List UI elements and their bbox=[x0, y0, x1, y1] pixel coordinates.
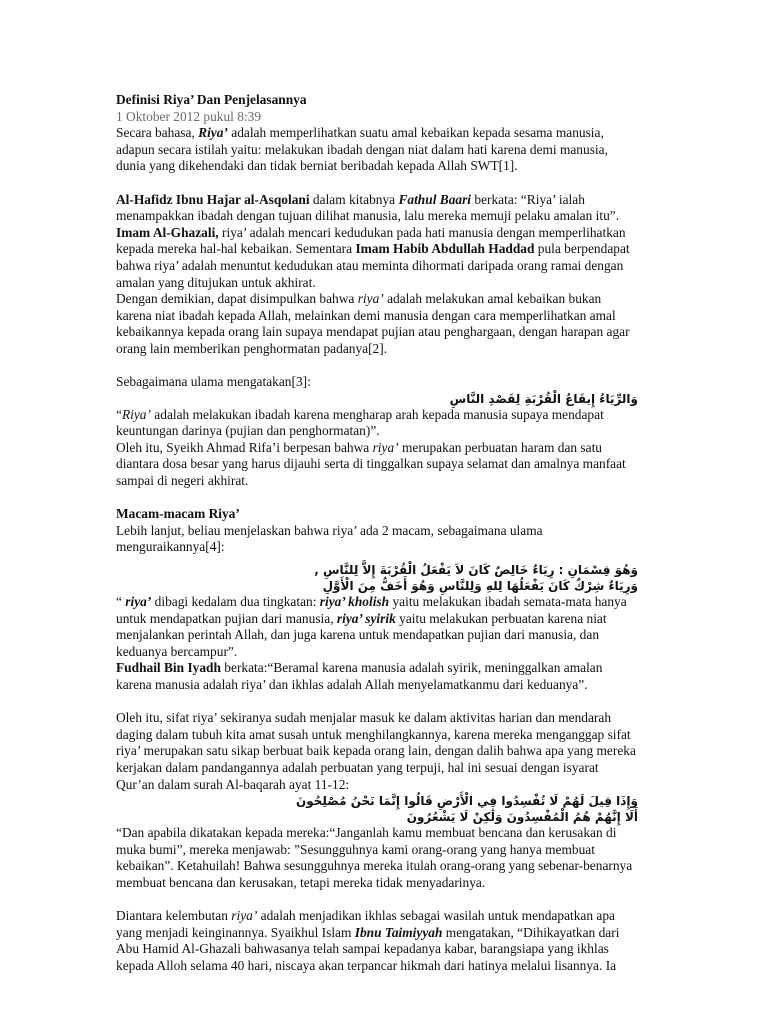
paragraph-ulama: Sebagaimana ulama mengatakan[3]: bbox=[116, 374, 311, 390]
scholar-name: Ibnu Taimiyyah bbox=[354, 924, 443, 940]
text: dibagi kedalam dua tingkatan: bbox=[151, 594, 320, 610]
text: mengatakan, “Dihikayatkan dari Abu Hamid Al-Ghazali bahwasanya telah sampai kepadanya kabar, barangsiapa yang ikhlas kepada Alloh selama 40 hari, niscaya akan terpancar hikmah dari hatinya melalui lisannya. Ia bbox=[116, 924, 620, 973]
spacer bbox=[116, 694, 638, 711]
spacer bbox=[116, 358, 638, 375]
text: Oleh itu, Syeikh Ahmad Rifa’i berpesan bahwa bbox=[116, 439, 373, 455]
scholar-name: Imam Habib Abdullah Haddad bbox=[355, 241, 535, 257]
text: merupakan perbuatan haram dan satu diantara dosa besar yang harus dijauhi serta di tinggalkan supaya selamat dan amalnya manfaat sampai di negeri akhirat. bbox=[116, 439, 626, 489]
paragraph-translation-1 bbox=[116, 407, 638, 440]
arabic-quote-2b: وَرِيَاءٌ شِرْكٌ كَانَ يَفْعَلُهَا لِلهِ وَلِلنَّاسِ وَهُوَ أَخَفُّ مِنَ الْأَوَّلِ bbox=[322, 579, 638, 594]
paragraph-habit: Oleh itu, sifat riya’ sekiranya sudah menjalar masuk ke dalam aktivitas harian dan mendarah daging dalam tubuh kita amat susah untuk menghilangkannya, karena mereka menganggap sifat riya’ merupakan satu sikap berbuat baik kepada orang lain, dengan dalih bahwa apa yang mereka kerjakan dalam pandangannya adalah perbuatan yang terpuji, hal ini sesuai dengan isyarat Qur’an dalam surah Al-baqarah ayat 11-12: bbox=[116, 710, 636, 792]
text: adalah menjadikan ikhlas sebagai wasilah untuk mendapatkan apa yang menjadi keinginannya. Syaikhul Islam bbox=[116, 908, 615, 940]
arabic-quote-2a: وَهُوَ قِسْمَانِ : رِيَاءٌ خَالِصٌ كَانَ لاَ يَفْعَلُ الْقُرْبَةَ إِلاَّ لِلنَّاسِ , bbox=[314, 563, 638, 578]
page-title: Definisi Riya’ Dan Penjelasannya bbox=[116, 92, 307, 107]
term-riya: riya’ bbox=[372, 439, 399, 455]
paragraph-types-intro: Lebih lanjut, beliau menjelaskan bahwa riya’ ada 2 macam, sebagaimana ulama menguraikannya[4]: bbox=[116, 522, 543, 555]
paragraph-ikhlas bbox=[116, 908, 638, 974]
paragraph-rifai bbox=[116, 440, 638, 490]
post-date: 1 Oktober 2012 pukul 8:39 bbox=[116, 108, 262, 124]
spacer bbox=[116, 175, 638, 192]
text: riya’ adalah mencari kedudukan pada hati manusia dengan memperlihatkan kepada mereka hal-hal kebaikan. Sementara bbox=[116, 224, 626, 257]
scholar-name: Al-Hafidz Ibnu Hajar al-Asqolani bbox=[116, 191, 310, 207]
paragraph-types bbox=[116, 594, 638, 660]
text: berkata: “Riya’ ialah menampakkan ibadah dengan tujuan dilihat manusia, lalu mereka memuji pelaku amalan itu”. bbox=[116, 191, 620, 224]
term-riya: riya’ bbox=[125, 594, 152, 610]
arabic-verse-a: وَإِذَا قِيلَ لَهُمْ لَا تُفْسِدُوا فِي الْأَرْضِ قَالُوا إِنَّمَا نَحْنُ مُصْلِحُونَ bbox=[295, 794, 638, 809]
term-riya: riya’ bbox=[357, 291, 384, 307]
text: Diantara kelembutan bbox=[116, 908, 232, 924]
text: adalah melakukan amal kebaikan bukan karena niat ibadah kepada Allah, melainkan demi manusia dengan cara memperlihatkan amal kebaikannya kepada orang lain supaya mendapat pujian atau penghargaan, dengan harapan agar orang lain memberikan penghormatan padanya[2]. bbox=[116, 291, 630, 356]
scholar-name: Imam Al-Ghazali, bbox=[116, 224, 219, 240]
paragraph-conclusion bbox=[116, 291, 638, 357]
book-title: Fathul Baari bbox=[398, 191, 472, 207]
text: dalam kitabnya bbox=[309, 191, 399, 207]
paragraph-fudhail bbox=[116, 660, 638, 693]
section-heading: Macam-macam Riya’ bbox=[116, 506, 240, 522]
paragraph-verse-translation: “Dan apabila dikatakan kepada mereka:“Janganlah kamu membuat bencana dan kerusakan di muka bumi”, mereka menjawab: ”Sesungguhnya kami orang-orang yang hanya membuat kebaikan”. Ketahuilah! Bahwa sesungguhnya mereka itulah orang-orang yang sebenar-benarnya membuat bencana dan kerusakan, tetapi mereka tidak menyadarinya. bbox=[116, 825, 633, 890]
text: “ bbox=[116, 594, 126, 610]
text: adalah memperlihatkan suatu amal kebaikan kepada sesama manusia, adapun secara istilah yaitu: melakukan ibadah dengan niat dalam hati karena demi manusia, dunia yang dikehendaki dan tidak berniat beribadah kepada Allah SWT[1]. bbox=[116, 125, 608, 174]
term-riya-syirik: riya’ syirik bbox=[336, 610, 396, 626]
text: pula berpendapat bahwa riya’ adalah menuntut kedudukan atau meminta dihormati daripada orang ramai dengan amalan yang ditujukan untuk akhirat. bbox=[116, 241, 630, 290]
text: yaitu melakukan perbuatan karena niat menjalankan perintah Allah, dan juga karena untuk mendapatkan pujian dari manusia, dan keduanya bercampur”. bbox=[116, 610, 607, 659]
spacer bbox=[116, 892, 638, 909]
text: Secara bahasa, bbox=[116, 125, 199, 141]
text: Dengan demikian, dapat disimpulkan bahwa bbox=[116, 291, 358, 307]
spacer bbox=[116, 490, 638, 507]
text: “ bbox=[116, 406, 122, 422]
arabic-verse-b: أَلَا إِنَّهُمْ هُمُ الْمُفْسِدُونَ وَلَٰكِنْ لَا يَشْعُرُونَ bbox=[406, 810, 638, 825]
text: yaitu melakukan ibadah semata-mata hanya untuk mendapatkan pujian dari manusia, bbox=[116, 594, 627, 626]
term-riya-kholish: riya’ kholish bbox=[319, 594, 390, 610]
text: adalah melakukan ibadah karena mengharap arah kepada manusia supaya mendapat keuntungan darinya (pujian dan penghormatan)”. bbox=[116, 406, 604, 439]
term-riya: riya’ bbox=[231, 908, 258, 924]
term-riya: Riya’ bbox=[198, 125, 228, 141]
text: berkata:“Beramal karena manusia adalah syirik, meninggalkan amalan karena manusia adalah riya’ dan ikhlas adalah Allah menyelamatkanmu dari keduanya”. bbox=[116, 660, 603, 692]
paragraph-scholars bbox=[116, 192, 638, 292]
arabic-quote-1: وَالرِّيَاءُ إِيقَاعُ الْقُرْبَةِ لِقَصْدِ النَّاسِ bbox=[449, 391, 638, 406]
paragraph-definition bbox=[116, 125, 638, 175]
scholar-name: Fudhail Bin Iyadh bbox=[116, 660, 221, 676]
term-riya: Riya’ bbox=[121, 406, 151, 422]
